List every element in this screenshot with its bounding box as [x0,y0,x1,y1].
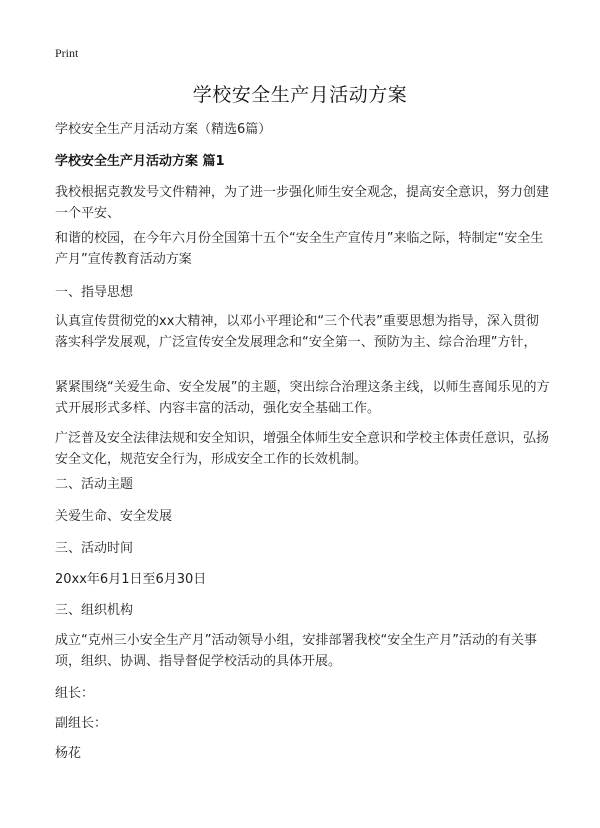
group-leader-label: 组长： [55,686,95,701]
deputy-leader-label: 副组长： [55,716,108,731]
paragraph-1: 我校根据克教发号文件精神，为了进一步强化师生安全观念，提高安全意识，努力创建一个平安、 [55,185,550,221]
paragraph-2: 和谐的校园，在今年六月份全国第十五个“安全生产宣传月”来临之际，特制定“安全生产月”宣传教育活动方案 [55,231,544,267]
member-name: 杨花 [55,746,82,761]
heading-guiding-ideology: 一、指导思想 [55,285,134,300]
heading-activity-theme: 二、活动主题 [55,477,134,492]
paragraph-4: 紧紧围绕“关爱生命、安全发展”的主题，突出综合治理这条主线，以师生喜闻乐见的方式开展形式多样、内容丰富的活动，强化安全基础工作。 [55,380,550,416]
section-heading: 学校安全生产月活动方案 篇1 [55,154,225,169]
document-subtitle: 学校安全生产月活动方案（精选6篇） [55,122,272,137]
paragraph-3: 认真宣传贯彻党的xx大精神，以邓小平理论和“三个代表”重要思想为指导，深入贯彻落实科学发展观，广泛宣传安全发展理念和“安全第一、预防为主、综合治理”方针， [55,314,539,350]
print-label: Print [55,46,79,60]
paragraph-5: 广泛普及安全法律法规和安全知识，增强全体师生安全意识和学校主体责任意识，弘扬安全文化，规范安全行为，形成安全工作的长效机制。 [55,431,550,467]
paragraph-6: 成立“克州三小安全生产月”活动领导小组，安排部署我校“安全生产月”活动的有关事项，组织、协调、指导督促学校活动的具体开展。 [55,633,537,669]
document-title: 学校安全生产月活动方案 [192,84,408,106]
activity-time-text: 20xx年6月1日至6月30日 [55,572,207,587]
heading-activity-time: 三、活动时间 [55,541,134,556]
heading-organization: 三、组织机构 [55,603,134,618]
activity-theme-text: 关爱生命、安全发展 [55,509,173,524]
